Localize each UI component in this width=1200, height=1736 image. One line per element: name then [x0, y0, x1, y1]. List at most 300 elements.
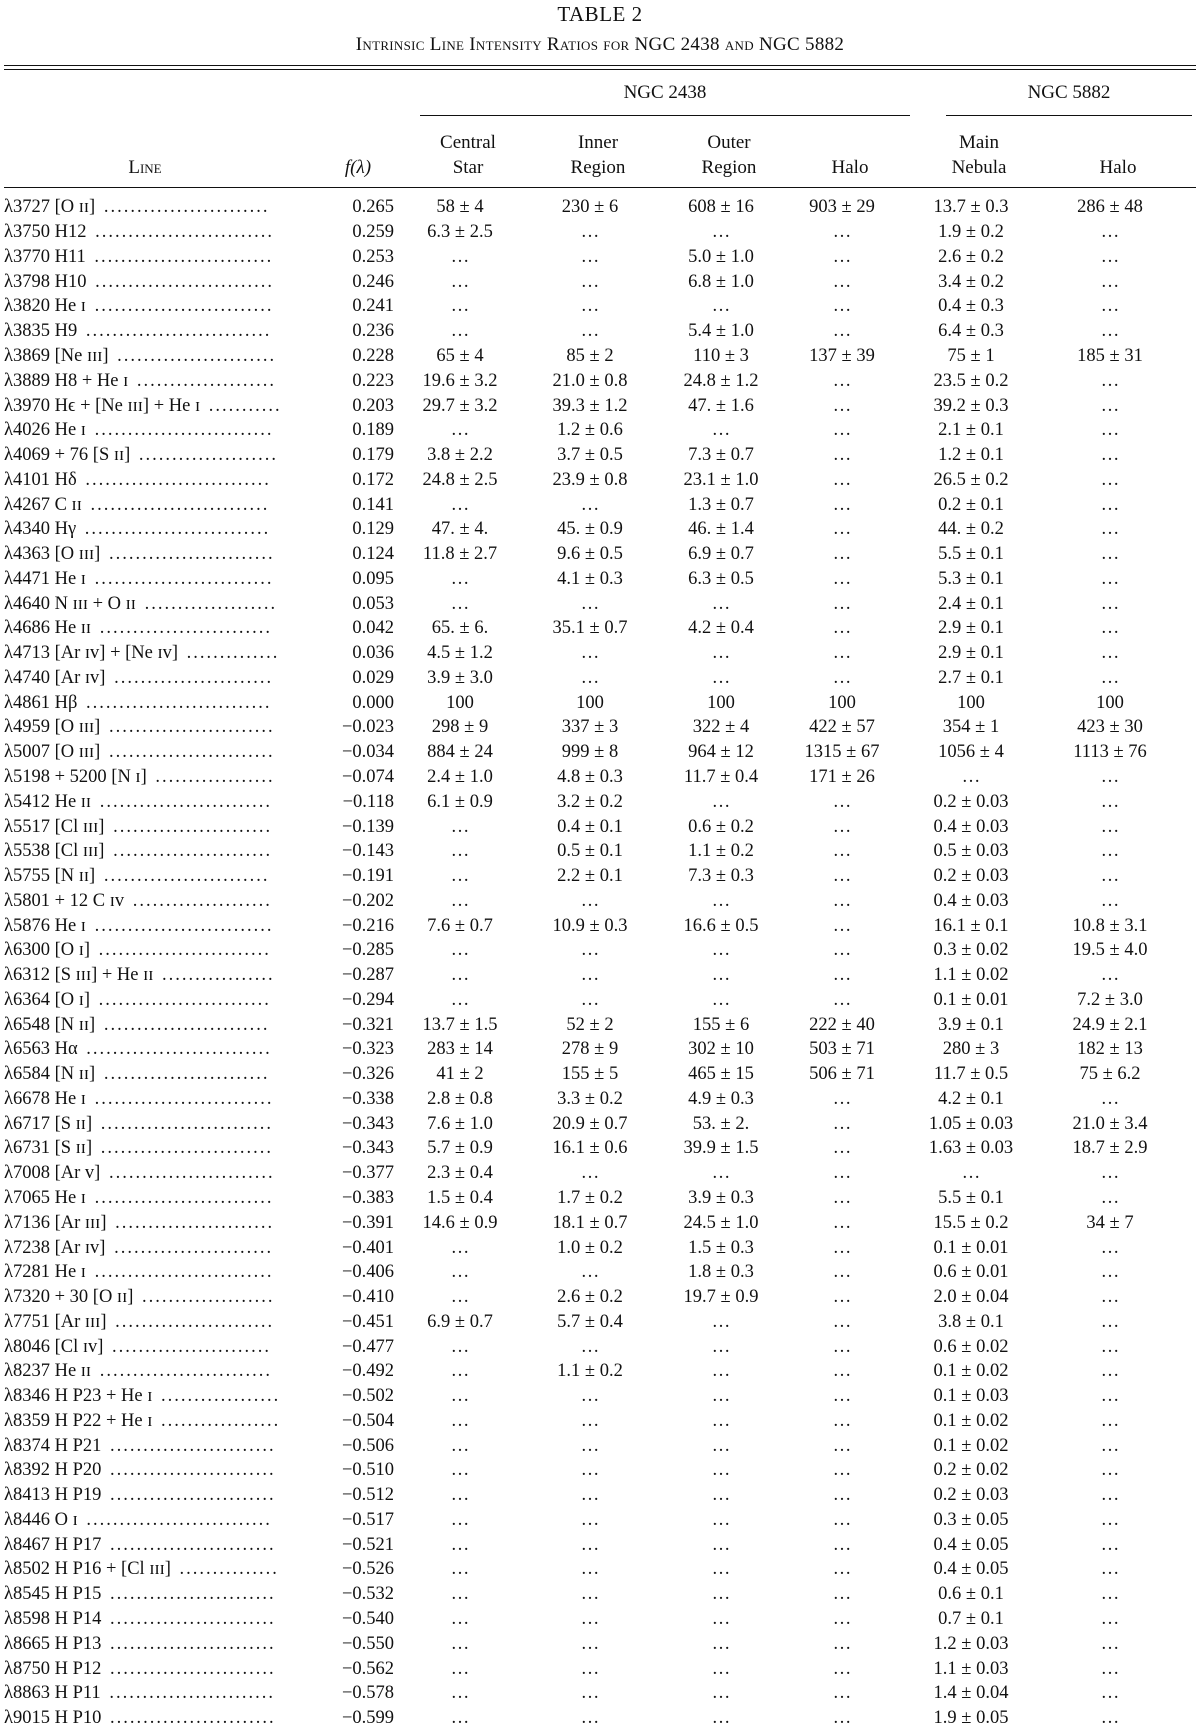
cell-f-lambda: −0.323: [341, 1039, 394, 1060]
cell-halo-ngc5882: …: [1100, 1658, 1120, 1679]
cell-inner-region: …: [580, 1633, 600, 1654]
cell-main-nebula: 0.1 ± 0.02: [933, 1435, 1009, 1456]
cell-main-nebula: 2.0 ± 0.04: [933, 1287, 1009, 1308]
cell-main-nebula: 39.2 ± 0.3: [933, 395, 1009, 416]
cell-halo-ngc5882: 423 ± 30: [1077, 717, 1143, 738]
cell-line: [4, 1260, 294, 1285]
cell-line: [4, 616, 294, 641]
cell-outer-region: 4.2 ± 0.4: [688, 618, 754, 639]
cell-central-star: 11.8 ± 2.7: [422, 544, 498, 565]
leader-dots: ........................: [110, 345, 277, 366]
cell-inner-region: …: [580, 321, 600, 342]
leader-dots: .........................: [103, 1460, 276, 1481]
cell-main-nebula: 2.1 ± 0.1: [938, 420, 1004, 441]
cell-central-star: …: [450, 1435, 470, 1456]
leader-dots: ...........................: [88, 222, 274, 243]
cell-f-lambda: 0.129: [352, 519, 394, 540]
cell-outer-region: 24.5 ± 1.0: [683, 1212, 759, 1233]
cell-f-lambda: 0.241: [352, 296, 394, 317]
line-label: λ9015 H P10: [4, 1708, 102, 1729]
line-label: λ6731 [S ɪɪ]: [4, 1138, 93, 1159]
cell-outer-region: 3.9 ± 0.3: [688, 1188, 754, 1208]
cell-inner-region: …: [580, 890, 600, 911]
cell-main-nebula: 0.4 ± 0.03: [933, 816, 1009, 837]
cell-line: [4, 1607, 294, 1632]
cell-inner-region: …: [580, 1336, 600, 1357]
cell-central-star: 3.8 ± 2.2: [427, 445, 493, 466]
cell-central-star: …: [450, 1509, 470, 1530]
table-row: [4, 1037, 1174, 1062]
cell-outer-region: 47. ± 1.6: [688, 395, 754, 416]
cell-central-star: 65 ± 4: [436, 345, 484, 366]
cell-halo-ngc2438: 903 ± 29: [809, 197, 875, 218]
header-bottom-rule: [4, 187, 1196, 188]
header-main-nebula-line1: Main: [958, 132, 1000, 153]
cell-outer-region: 24.8 ± 1.2: [683, 370, 759, 391]
line-label: λ6312 [S ɪɪɪ] + He ɪɪ: [4, 965, 154, 986]
cell-f-lambda: 0.124: [352, 544, 394, 565]
line-label: λ8750 H P12: [4, 1658, 102, 1679]
cell-outer-region: 16.6 ± 0.5: [683, 915, 759, 936]
table-row: [4, 591, 1174, 616]
cell-line: [4, 1409, 294, 1434]
cell-inner-region: 2.6 ± 0.2: [557, 1287, 623, 1308]
line-label: λ3727 [O ɪɪ]: [4, 197, 96, 218]
cell-outer-region: …: [711, 1708, 731, 1729]
leader-dots: ............................: [79, 1509, 272, 1530]
cell-f-lambda: −0.506: [341, 1435, 394, 1456]
cell-outer-region: 964 ± 12: [688, 742, 754, 763]
cell-f-lambda: −0.504: [341, 1410, 394, 1431]
leader-dots: ..........................: [92, 940, 271, 961]
cell-central-star: 7.6 ± 0.7: [427, 915, 493, 936]
table-row: [4, 913, 1174, 938]
cell-inner-region: 9.6 ± 0.5: [557, 544, 623, 565]
table-row: [4, 1681, 1174, 1706]
cell-main-nebula: 0.2 ± 0.1: [938, 494, 1004, 515]
cell-main-nebula: 0.3 ± 0.05: [933, 1509, 1009, 1530]
cell-main-nebula: 1.05 ± 0.03: [928, 1113, 1014, 1134]
cell-line: [4, 888, 294, 913]
line-label: λ8467 H P17: [4, 1534, 102, 1555]
cell-outer-region: …: [711, 791, 731, 812]
line-label: λ8346 H P23 + He ɪ: [4, 1386, 153, 1407]
table-row: [4, 1483, 1174, 1508]
leader-dots: .........................: [97, 866, 270, 887]
cell-central-star: 2.3 ± 0.4: [427, 1163, 493, 1184]
cell-line: [4, 1582, 294, 1607]
cell-central-star: 41 ± 2: [436, 1064, 484, 1085]
cell-central-star: 6.3 ± 2.5: [427, 222, 493, 243]
cell-f-lambda: 0.253: [352, 246, 394, 267]
cell-central-star: 24.8 ± 2.5: [422, 469, 498, 490]
cell-halo-ngc2438: 503 ± 71: [809, 1039, 875, 1060]
cell-inner-region: 39.3 ± 1.2: [552, 395, 628, 416]
cell-line: [4, 913, 294, 938]
cell-outer-region: 6.8 ± 1.0: [688, 271, 754, 292]
cell-f-lambda: −0.517: [341, 1509, 394, 1530]
line-label: λ6548 [N ɪɪ]: [4, 1014, 96, 1035]
line-label: λ5538 [Cl ɪɪɪ]: [4, 841, 105, 862]
line-label: λ7751 [Ar ɪɪɪ]: [4, 1311, 107, 1332]
cell-outer-region: 0.6 ± 0.2: [688, 816, 754, 837]
cell-main-nebula: 44. ± 0.2: [938, 519, 1004, 540]
table-row: [4, 666, 1174, 691]
cell-line: [4, 666, 294, 691]
cell-f-lambda: 0.053: [352, 593, 394, 614]
cell-central-star: 2.4 ± 1.0: [427, 766, 493, 787]
cell-main-nebula: 1056 ± 4: [938, 742, 1004, 763]
table-row: [4, 789, 1174, 814]
cell-f-lambda: −0.406: [341, 1262, 394, 1283]
line-label: λ3869 [Ne ɪɪɪ]: [4, 345, 109, 366]
cell-halo-ngc2438: …: [832, 989, 852, 1010]
cell-halo-ngc5882: …: [1100, 1262, 1120, 1283]
table-row: [4, 963, 1174, 988]
cell-halo-ngc5882: …: [1100, 321, 1120, 342]
cell-outer-region: 5.0 ± 1.0: [688, 246, 754, 267]
line-label: λ3798 H10: [4, 271, 87, 292]
cell-halo-ngc2438: …: [832, 1361, 852, 1382]
cell-inner-region: 155 ± 5: [561, 1064, 619, 1085]
cell-halo-ngc5882: …: [1100, 1311, 1120, 1332]
cell-main-nebula: 15.5 ± 0.2: [933, 1212, 1009, 1233]
cell-outer-region: 1.1 ± 0.2: [688, 841, 754, 862]
cell-central-star: …: [450, 1708, 470, 1729]
cell-inner-region: 230 ± 6: [561, 197, 619, 218]
cell-inner-region: …: [580, 989, 600, 1010]
cell-central-star: 7.6 ± 1.0: [427, 1113, 493, 1134]
table-row: [4, 1285, 1174, 1310]
cell-outer-region: …: [711, 1163, 731, 1184]
cell-halo-ngc2438: …: [832, 1212, 852, 1233]
cell-f-lambda: −0.562: [341, 1658, 394, 1679]
cell-central-star: …: [450, 1361, 470, 1382]
cell-main-nebula: 0.2 ± 0.03: [933, 1485, 1009, 1506]
cell-central-star: …: [450, 965, 470, 986]
table-row: [4, 245, 1174, 270]
cell-halo-ngc2438: …: [832, 1237, 852, 1258]
cell-halo-ngc2438: …: [832, 1509, 852, 1530]
cell-halo-ngc5882: …: [1100, 445, 1120, 466]
cell-outer-region: 39.9 ± 1.5: [683, 1138, 759, 1159]
cell-main-nebula: 100: [957, 692, 985, 713]
cell-line: [4, 542, 294, 567]
table-row: [4, 1706, 1174, 1731]
cell-line: [4, 963, 294, 988]
cell-halo-ngc5882: …: [1100, 222, 1120, 243]
cell-halo-ngc5882: 24.9 ± 2.1: [1072, 1014, 1148, 1035]
leader-dots: ..........................: [93, 791, 272, 812]
cell-line: [4, 814, 294, 839]
cell-main-nebula: 0.4 ± 0.05: [933, 1559, 1009, 1580]
line-label: λ5755 [N ɪɪ]: [4, 866, 96, 887]
table-row: [4, 988, 1174, 1013]
cell-outer-region: …: [711, 1633, 731, 1654]
line-label: λ8665 H P13: [4, 1633, 102, 1654]
cell-main-nebula: 1.4 ± 0.04: [933, 1683, 1009, 1704]
cell-f-lambda: −0.118: [342, 791, 394, 812]
line-label: λ6678 He ɪ: [4, 1088, 86, 1109]
cell-central-star: 884 ± 24: [427, 742, 493, 763]
cell-line: [4, 1433, 294, 1458]
cell-central-star: …: [450, 420, 470, 441]
cell-halo-ngc2438: …: [832, 296, 852, 317]
cell-line: [4, 1557, 294, 1582]
cell-f-lambda: −0.401: [341, 1237, 394, 1258]
cell-inner-region: …: [580, 1683, 600, 1704]
table-row: [4, 1062, 1174, 1087]
cell-inner-region: 5.7 ± 0.4: [557, 1311, 623, 1332]
line-label: λ7320 + 30 [O ɪɪ]: [4, 1287, 134, 1308]
cell-central-star: …: [450, 1534, 470, 1555]
cell-f-lambda: 0.259: [352, 222, 394, 243]
line-label: λ6584 [N ɪɪ]: [4, 1064, 96, 1085]
cell-outer-region: 53. ± 2.: [692, 1113, 750, 1134]
cell-main-nebula: 2.9 ± 0.1: [938, 618, 1004, 639]
cell-halo-ngc2438: …: [832, 1708, 852, 1729]
leader-dots: .....................: [130, 370, 276, 391]
cell-halo-ngc2438: …: [832, 1311, 852, 1332]
cell-central-star: 65. ± 6.: [431, 618, 489, 639]
cell-halo-ngc2438: …: [832, 1336, 852, 1357]
cell-inner-region: …: [580, 1460, 600, 1481]
line-label: λ8545 H P15: [4, 1584, 102, 1605]
leader-dots: ...........................: [87, 568, 274, 589]
cell-inner-region: …: [580, 494, 600, 515]
table-row: [4, 814, 1174, 839]
cell-main-nebula: 0.2 ± 0.02: [933, 1460, 1009, 1481]
table-row: [4, 393, 1174, 418]
cell-halo-ngc2438: …: [832, 1609, 852, 1630]
cell-f-lambda: −0.139: [341, 816, 394, 837]
cell-halo-ngc5882: …: [1100, 667, 1120, 688]
header-central-star-line2: Star: [452, 157, 484, 178]
cell-inner-region: 35.1 ± 0.7: [552, 618, 628, 639]
cell-line: [4, 1483, 294, 1508]
cell-line: [4, 1532, 294, 1557]
cell-outer-region: …: [711, 1584, 731, 1605]
cell-main-nebula: 0.6 ± 0.1: [938, 1584, 1004, 1605]
cell-line: [4, 1285, 294, 1310]
table-row: [4, 1260, 1174, 1285]
line-label: λ4471 He ɪ: [4, 568, 86, 589]
cell-outer-region: …: [711, 667, 731, 688]
cell-f-lambda: −0.216: [341, 915, 394, 936]
cell-inner-region: 999 ± 8: [561, 742, 619, 763]
cell-halo-ngc5882: …: [1100, 1386, 1120, 1407]
cell-inner-region: 0.5 ± 0.1: [557, 841, 623, 862]
cell-central-star: 14.6 ± 0.9: [422, 1212, 498, 1233]
cell-line: [4, 715, 294, 740]
cell-central-star: 13.7 ± 1.5: [422, 1014, 498, 1035]
cell-halo-ngc2438: …: [832, 519, 852, 540]
cell-halo-ngc2438: …: [832, 841, 852, 862]
cell-central-star: …: [450, 296, 470, 317]
cell-main-nebula: …: [961, 766, 981, 787]
cell-f-lambda: 0.223: [352, 370, 394, 391]
cell-f-lambda: −0.191: [341, 866, 394, 887]
cell-halo-ngc2438: …: [832, 1410, 852, 1431]
cell-central-star: 5.7 ± 0.9: [427, 1138, 493, 1159]
table-row: [4, 344, 1174, 369]
cell-inner-region: 3.3 ± 0.2: [557, 1088, 623, 1109]
table-row: [4, 1458, 1174, 1483]
cell-outer-region: …: [711, 890, 731, 911]
cell-halo-ngc5882: 10.8 ± 3.1: [1072, 915, 1148, 936]
table-row: [4, 864, 1174, 889]
cell-central-star: …: [450, 866, 470, 887]
cell-inner-region: …: [580, 296, 600, 317]
cell-line: [4, 245, 294, 270]
cell-f-lambda: −0.074: [341, 766, 394, 787]
table-row: [4, 1656, 1174, 1681]
cell-f-lambda: 0.246: [352, 271, 394, 292]
header-outer-region: [662, 130, 796, 180]
line-label: λ5007 [O ɪɪɪ]: [4, 742, 101, 763]
cell-halo-ngc2438: 222 ± 40: [809, 1014, 875, 1035]
cell-line: [4, 1334, 294, 1359]
table-row: [4, 418, 1174, 443]
cell-line: [4, 789, 294, 814]
cell-halo-ngc2438: …: [832, 643, 852, 664]
table-row: [4, 542, 1174, 567]
cell-halo-ngc5882: …: [1100, 643, 1120, 664]
cell-f-lambda: −0.391: [341, 1212, 394, 1233]
cell-main-nebula: 0.5 ± 0.03: [933, 841, 1009, 862]
cell-central-star: …: [450, 989, 470, 1010]
line-label: λ8046 [Cl ɪᴠ]: [4, 1336, 104, 1357]
leader-dots: .........................: [103, 1609, 276, 1630]
cell-line: [4, 1631, 294, 1656]
table-row: [4, 220, 1174, 245]
cell-main-nebula: 354 ± 1: [942, 717, 1000, 738]
cell-halo-ngc5882: …: [1100, 1188, 1120, 1208]
cell-line: [4, 418, 294, 443]
line-intensity-table: [4, 195, 1174, 1730]
table-subtitle: Intrinsic Line Intensity Ratios for NGC 2438 and NGC 5882: [355, 34, 845, 55]
cell-central-star: 19.6 ± 3.2: [422, 370, 498, 391]
cell-inner-region: 52 ± 2: [566, 1014, 614, 1035]
table-row: [4, 1384, 1174, 1409]
cell-inner-region: …: [580, 1584, 600, 1605]
cell-inner-region: …: [580, 1410, 600, 1431]
cell-halo-ngc2438: …: [832, 667, 852, 688]
table-row: [4, 368, 1174, 393]
cell-inner-region: 21.0 ± 0.8: [552, 370, 628, 391]
cell-halo-ngc5882: …: [1100, 1708, 1120, 1729]
cell-line: [4, 1161, 294, 1186]
cell-halo-ngc5882: …: [1100, 296, 1120, 317]
table-row: [4, 1210, 1174, 1235]
leader-dots: .........................: [103, 1584, 276, 1605]
cell-outer-region: …: [711, 1386, 731, 1407]
cell-f-lambda: 0.095: [352, 568, 394, 589]
table-row: [4, 1557, 1174, 1582]
table-row: [4, 517, 1174, 542]
cell-inner-region: 1.1 ± 0.2: [557, 1361, 623, 1382]
line-label: λ3750 H12: [4, 222, 87, 243]
cell-outer-region: …: [711, 965, 731, 986]
cell-halo-ngc5882: …: [1100, 1683, 1120, 1704]
cell-central-star: …: [450, 1287, 470, 1308]
leader-dots: ............................: [79, 321, 272, 342]
table-row: [4, 566, 1174, 591]
table-row: [4, 839, 1174, 864]
leader-dots: ........................: [108, 1311, 275, 1332]
cell-f-lambda: 0.236: [352, 321, 394, 342]
leader-dots: ........................: [106, 816, 273, 837]
cell-inner-region: …: [580, 1559, 600, 1580]
cell-line: [4, 1359, 294, 1384]
cell-line: [4, 344, 294, 369]
table-row: [4, 195, 1174, 220]
cell-halo-ngc5882: …: [1100, 1163, 1120, 1184]
cell-line: [4, 938, 294, 963]
header-main-nebula: [904, 130, 1054, 180]
cell-central-star: …: [450, 1386, 470, 1407]
cell-line: [4, 1186, 294, 1211]
cell-halo-ngc2438: …: [832, 246, 852, 267]
leader-dots: ...........................: [83, 494, 270, 515]
cell-f-lambda: −0.023: [341, 717, 394, 738]
header-group-ngc5882: NGC 5882: [1027, 82, 1111, 103]
cell-halo-ngc2438: …: [832, 1633, 852, 1654]
cell-line: [4, 839, 294, 864]
cell-halo-ngc5882: …: [1100, 1361, 1120, 1382]
table-row: [4, 616, 1174, 641]
cell-f-lambda: −0.492: [341, 1361, 394, 1382]
leader-dots: ........................: [107, 667, 274, 688]
cell-f-lambda: −0.202: [341, 890, 394, 911]
line-label: λ5801 + 12 C ɪᴠ: [4, 890, 125, 911]
leader-dots: ..........................: [92, 989, 271, 1010]
cell-halo-ngc2438: …: [832, 1113, 852, 1134]
leader-dots: .................: [155, 965, 275, 986]
cell-central-star: …: [450, 593, 470, 614]
line-label: λ3889 H8 + He ɪ: [4, 370, 129, 391]
line-label: λ6364 [O ɪ]: [4, 989, 91, 1010]
cell-f-lambda: 0.179: [352, 445, 394, 466]
cell-halo-ngc2438: 171 ± 26: [809, 766, 875, 787]
table-row: [4, 715, 1174, 740]
cell-outer-region: 5.4 ± 1.0: [688, 321, 754, 342]
cell-main-nebula: 280 ± 3: [942, 1039, 1000, 1060]
leader-dots: .........................: [103, 1708, 276, 1729]
cell-main-nebula: 1.63 ± 0.03: [928, 1138, 1014, 1159]
table-title: TABLE 2: [557, 2, 643, 26]
cell-line: [4, 566, 294, 591]
cell-f-lambda: −0.294: [341, 989, 394, 1010]
cell-halo-ngc5882: …: [1100, 544, 1120, 565]
cell-main-nebula: 5.3 ± 0.1: [938, 568, 1004, 589]
cell-f-lambda: −0.034: [341, 742, 394, 763]
cell-f-lambda: −0.285: [341, 940, 394, 961]
leader-dots: .........................: [97, 1064, 270, 1085]
cell-main-nebula: 23.5 ± 0.2: [933, 370, 1009, 391]
table-row: [4, 1582, 1174, 1607]
leader-dots: ..........................: [94, 1138, 273, 1159]
table-row: [4, 319, 1174, 344]
cell-inner-region: 10.9 ± 0.3: [552, 915, 628, 936]
line-label: λ4861 Hβ: [4, 692, 78, 713]
cell-outer-region: 6.9 ± 0.7: [688, 544, 754, 565]
cell-line: [4, 1136, 294, 1161]
leader-dots: ..................: [154, 1386, 281, 1407]
line-label: λ8598 H P14: [4, 1609, 102, 1630]
cell-line: [4, 1681, 294, 1706]
cell-halo-ngc5882: 7.2 ± 3.0: [1077, 989, 1143, 1010]
